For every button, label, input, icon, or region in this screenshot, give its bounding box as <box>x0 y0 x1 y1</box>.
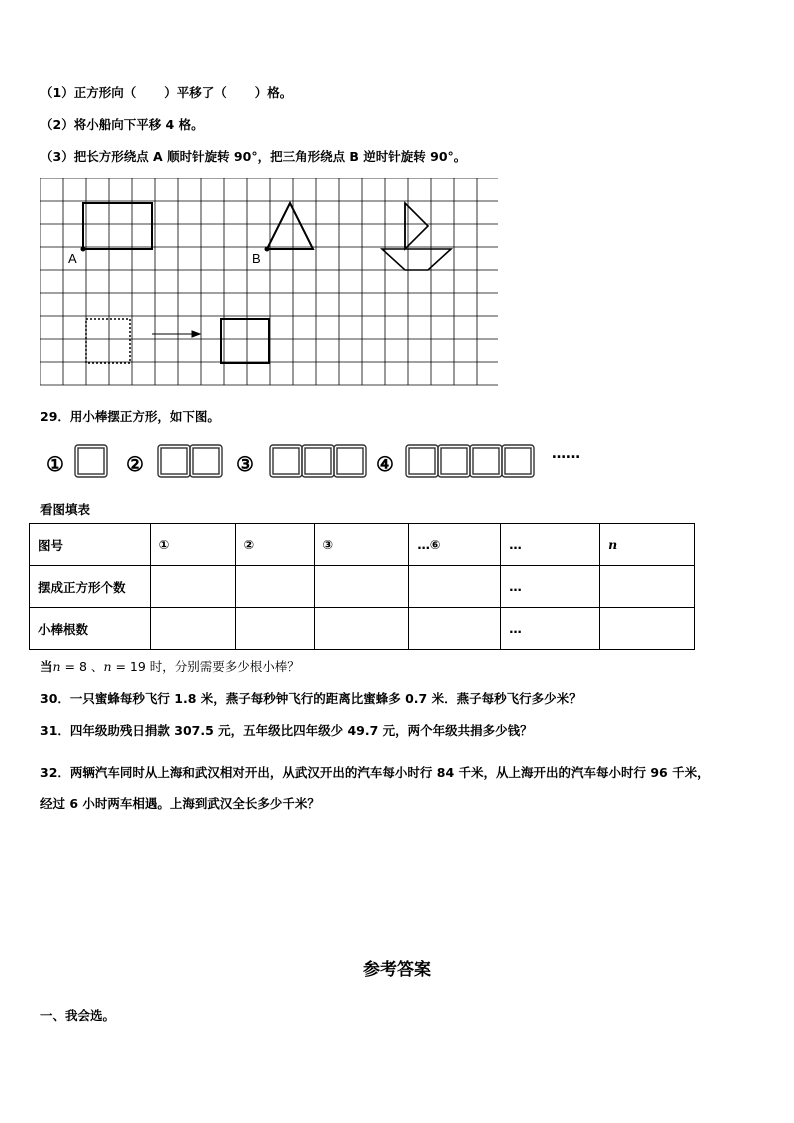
answer-cell[interactable] <box>409 566 501 608</box>
stick-square <box>190 445 222 477</box>
row-label: 小棒根数 <box>30 608 151 650</box>
label-b: B <box>252 251 261 266</box>
q28-sub3: （3）把长方形绕点 A 顺时针旋转 90°，把三角形绕点 B 逆时针旋转 90°。 <box>40 149 467 164</box>
answer-cell[interactable] <box>600 608 695 650</box>
stick-square-inner <box>473 448 499 474</box>
stick-square <box>75 445 107 477</box>
table-row-header <box>30 524 695 566</box>
stick-square <box>438 445 470 477</box>
answers-section-1: 一、我会选。 <box>40 1008 116 1023</box>
figure-number-3: ③ <box>236 452 254 476</box>
boat-shape <box>382 203 451 270</box>
q29-question-eq2: = 19 时，分别需要多少根小棒？ <box>111 659 300 674</box>
point-b <box>265 247 270 252</box>
dotted-square <box>86 319 130 363</box>
row-label: 摆成正方形个数 <box>30 566 151 608</box>
stick-square-inner <box>505 448 531 474</box>
stick-square <box>270 445 302 477</box>
grid-figure <box>40 178 498 388</box>
figure-number-2: ② <box>126 452 144 476</box>
fill-table <box>29 523 695 650</box>
answer-cell[interactable] <box>600 566 695 608</box>
stick-square-inner <box>337 448 363 474</box>
q29-question-eq1: = 8 、 <box>60 659 104 674</box>
solid-square <box>221 319 269 363</box>
answer-cell[interactable] <box>409 608 501 650</box>
answers-title: 参考答案 <box>363 960 431 980</box>
answer-cell[interactable] <box>314 566 409 608</box>
table-row-squares <box>30 566 695 608</box>
answer-cell[interactable] <box>235 608 314 650</box>
table-title: 看图填表 <box>40 502 91 517</box>
answer-cell[interactable] <box>150 608 235 650</box>
stick-square <box>406 445 438 477</box>
q28-sub1 <box>40 83 292 101</box>
stick-square-inner <box>409 448 435 474</box>
figure-ellipsis: …… <box>552 446 580 462</box>
header-cell: ③ <box>314 524 409 566</box>
stick-square-inner <box>305 448 331 474</box>
stick-square <box>334 445 366 477</box>
q31-text: 31．四年级助残日捐款 307.5 元，五年级比四年级少 49.7 元，两个年级共捐多少钱？ <box>40 723 533 738</box>
answer-cell[interactable] <box>150 566 235 608</box>
table-row-sticks <box>30 608 695 650</box>
answer-cell[interactable] <box>235 566 314 608</box>
point-a <box>81 247 86 252</box>
rectangle-shape <box>83 203 152 249</box>
ellipsis-cell: … <box>501 608 600 650</box>
triangle-shape <box>267 203 313 249</box>
stick-square-inner <box>273 448 299 474</box>
stick-square-inner <box>193 448 219 474</box>
header-cell: ① <box>150 524 235 566</box>
header-cell: n <box>600 524 695 566</box>
q29-question-prefix: 当 <box>40 659 53 674</box>
q32-line2: 经过 6 小时两车相遇。上海到武汉全长多少千米？ <box>40 796 320 811</box>
header-cell: … <box>501 524 600 566</box>
arrow-icon <box>152 331 200 337</box>
stick-square <box>502 445 534 477</box>
q29-title: 29．用小棒摆正方形，如下图。 <box>40 409 220 424</box>
stick-square-inner <box>161 448 187 474</box>
q28-sub2: （2）将小船向下平移 4 格。 <box>40 117 204 132</box>
stick-square <box>470 445 502 477</box>
q32-line1: 32．两辆汽车同时从上海和武汉相对开出，从武汉开出的汽车每小时行 84 千米，从上海开出的汽车每小时行 96 千米， <box>40 765 710 780</box>
header-cell: 图号 <box>30 524 151 566</box>
stick-square <box>158 445 190 477</box>
header-cell: ② <box>235 524 314 566</box>
ellipsis-cell: … <box>501 566 600 608</box>
figure-number-1: ① <box>46 452 64 476</box>
variable-n: n <box>103 659 112 674</box>
q28-sub1-end: ）格。 <box>254 85 293 100</box>
variable-n: n <box>52 659 61 674</box>
q28-sub1-label: （1）正方形向（ <box>40 85 137 100</box>
q28-sub1-mid: ）平移了（ <box>164 85 227 100</box>
header-cell: …⑥ <box>409 524 501 566</box>
stick-square-inner <box>78 448 104 474</box>
answer-cell[interactable] <box>314 608 409 650</box>
figure-number-4: ④ <box>376 452 394 476</box>
label-a: A <box>68 251 77 266</box>
stick-square-inner <box>441 448 467 474</box>
q30-text: 30．一只蜜蜂每秒飞行 1.8 米，燕子每秒钟飞行的距离比蜜蜂多 0.7 米．燕子每秒飞行多少米？ <box>40 691 582 706</box>
q29-question <box>40 657 300 675</box>
sticks-figure <box>40 438 610 484</box>
stick-square <box>302 445 334 477</box>
